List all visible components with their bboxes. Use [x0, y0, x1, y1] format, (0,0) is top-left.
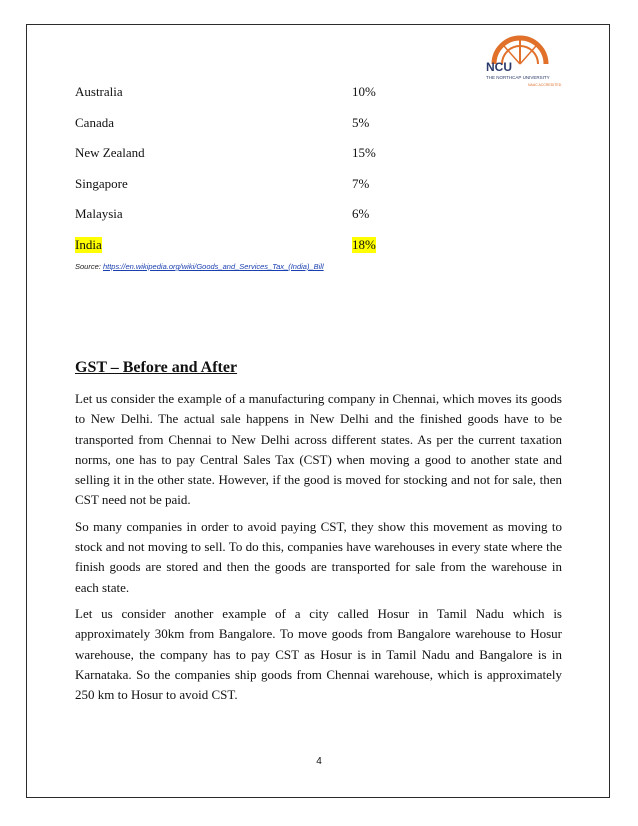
- section-body: [75, 389, 562, 711]
- section-heading: GST – Before and After: [75, 359, 238, 376]
- paragraph: Let us consider the example of a manufacturing company in Chennai, which moves its goods to New Delhi. The actual sale happens in New Delhi and the finished goods have to be transported from Chennai to New Delhi across different states. As per the current taxation norms, one has to pay Central Sales Tax (CST) when moving a good to another state and selling it in the other state. However, if the good is moved for stocking and not for sale, then CST need not be paid.: [75, 391, 562, 508]
- source-link[interactable]: https://en.wikipedia.org/wiki/Goods_and_Services_Tax_(India)_Bill: [102, 262, 324, 271]
- logo-badge: NAAC ACCREDITED: [528, 83, 562, 87]
- rate-row: [75, 176, 405, 207]
- gst-rate: 6%: [352, 206, 370, 221]
- gst-rate: 5%: [352, 114, 370, 130]
- rate-row: [75, 145, 405, 176]
- paragraph: Let us consider another example of a city called Hosur in Tamil Nadu which is approximately 30km from Bangalore. To move goods from Bangalore warehouse to Hosur warehouse, the company has to pay CST as Hosur is in Tamil Nadu and Bangalore is in Karnataka. So the companies ship goods from Chennai warehouse, which is approximately 250 km to Hosur to avoid CST.: [75, 605, 562, 703]
- country-name: Singapore: [75, 175, 128, 191]
- country-name: New Zealand: [75, 145, 145, 160]
- logo-mark: NCU: [486, 60, 512, 74]
- page-number: 4: [316, 756, 322, 767]
- rate-row: [75, 84, 405, 115]
- source-citation: [75, 262, 324, 271]
- gst-rate: 10%: [352, 84, 376, 99]
- country-name: Australia: [75, 84, 123, 99]
- country-name: Canada: [75, 114, 114, 130]
- logo-subtitle: THE NORTHCAP UNIVERSITY: [486, 75, 550, 80]
- gst-rate: 7%: [352, 175, 370, 191]
- university-logo: [476, 34, 588, 90]
- source-label: Source:: [75, 262, 101, 271]
- gst-rate: 15%: [352, 145, 376, 160]
- country-name: India: [75, 236, 102, 252]
- rate-row: [75, 115, 405, 146]
- paragraph: So many companies in order to avoid paying CST, they show this movement as moving to stock and not moving to sell. To do this, companies have warehouses in every state where the finish goods are stored and then the goods are transported for sale from the warehouse in each state.: [75, 518, 562, 595]
- rate-row: [75, 206, 405, 237]
- country-name: Malaysia: [75, 206, 123, 221]
- gst-rates-table: [75, 84, 405, 267]
- gst-rate: 18%: [352, 236, 376, 252]
